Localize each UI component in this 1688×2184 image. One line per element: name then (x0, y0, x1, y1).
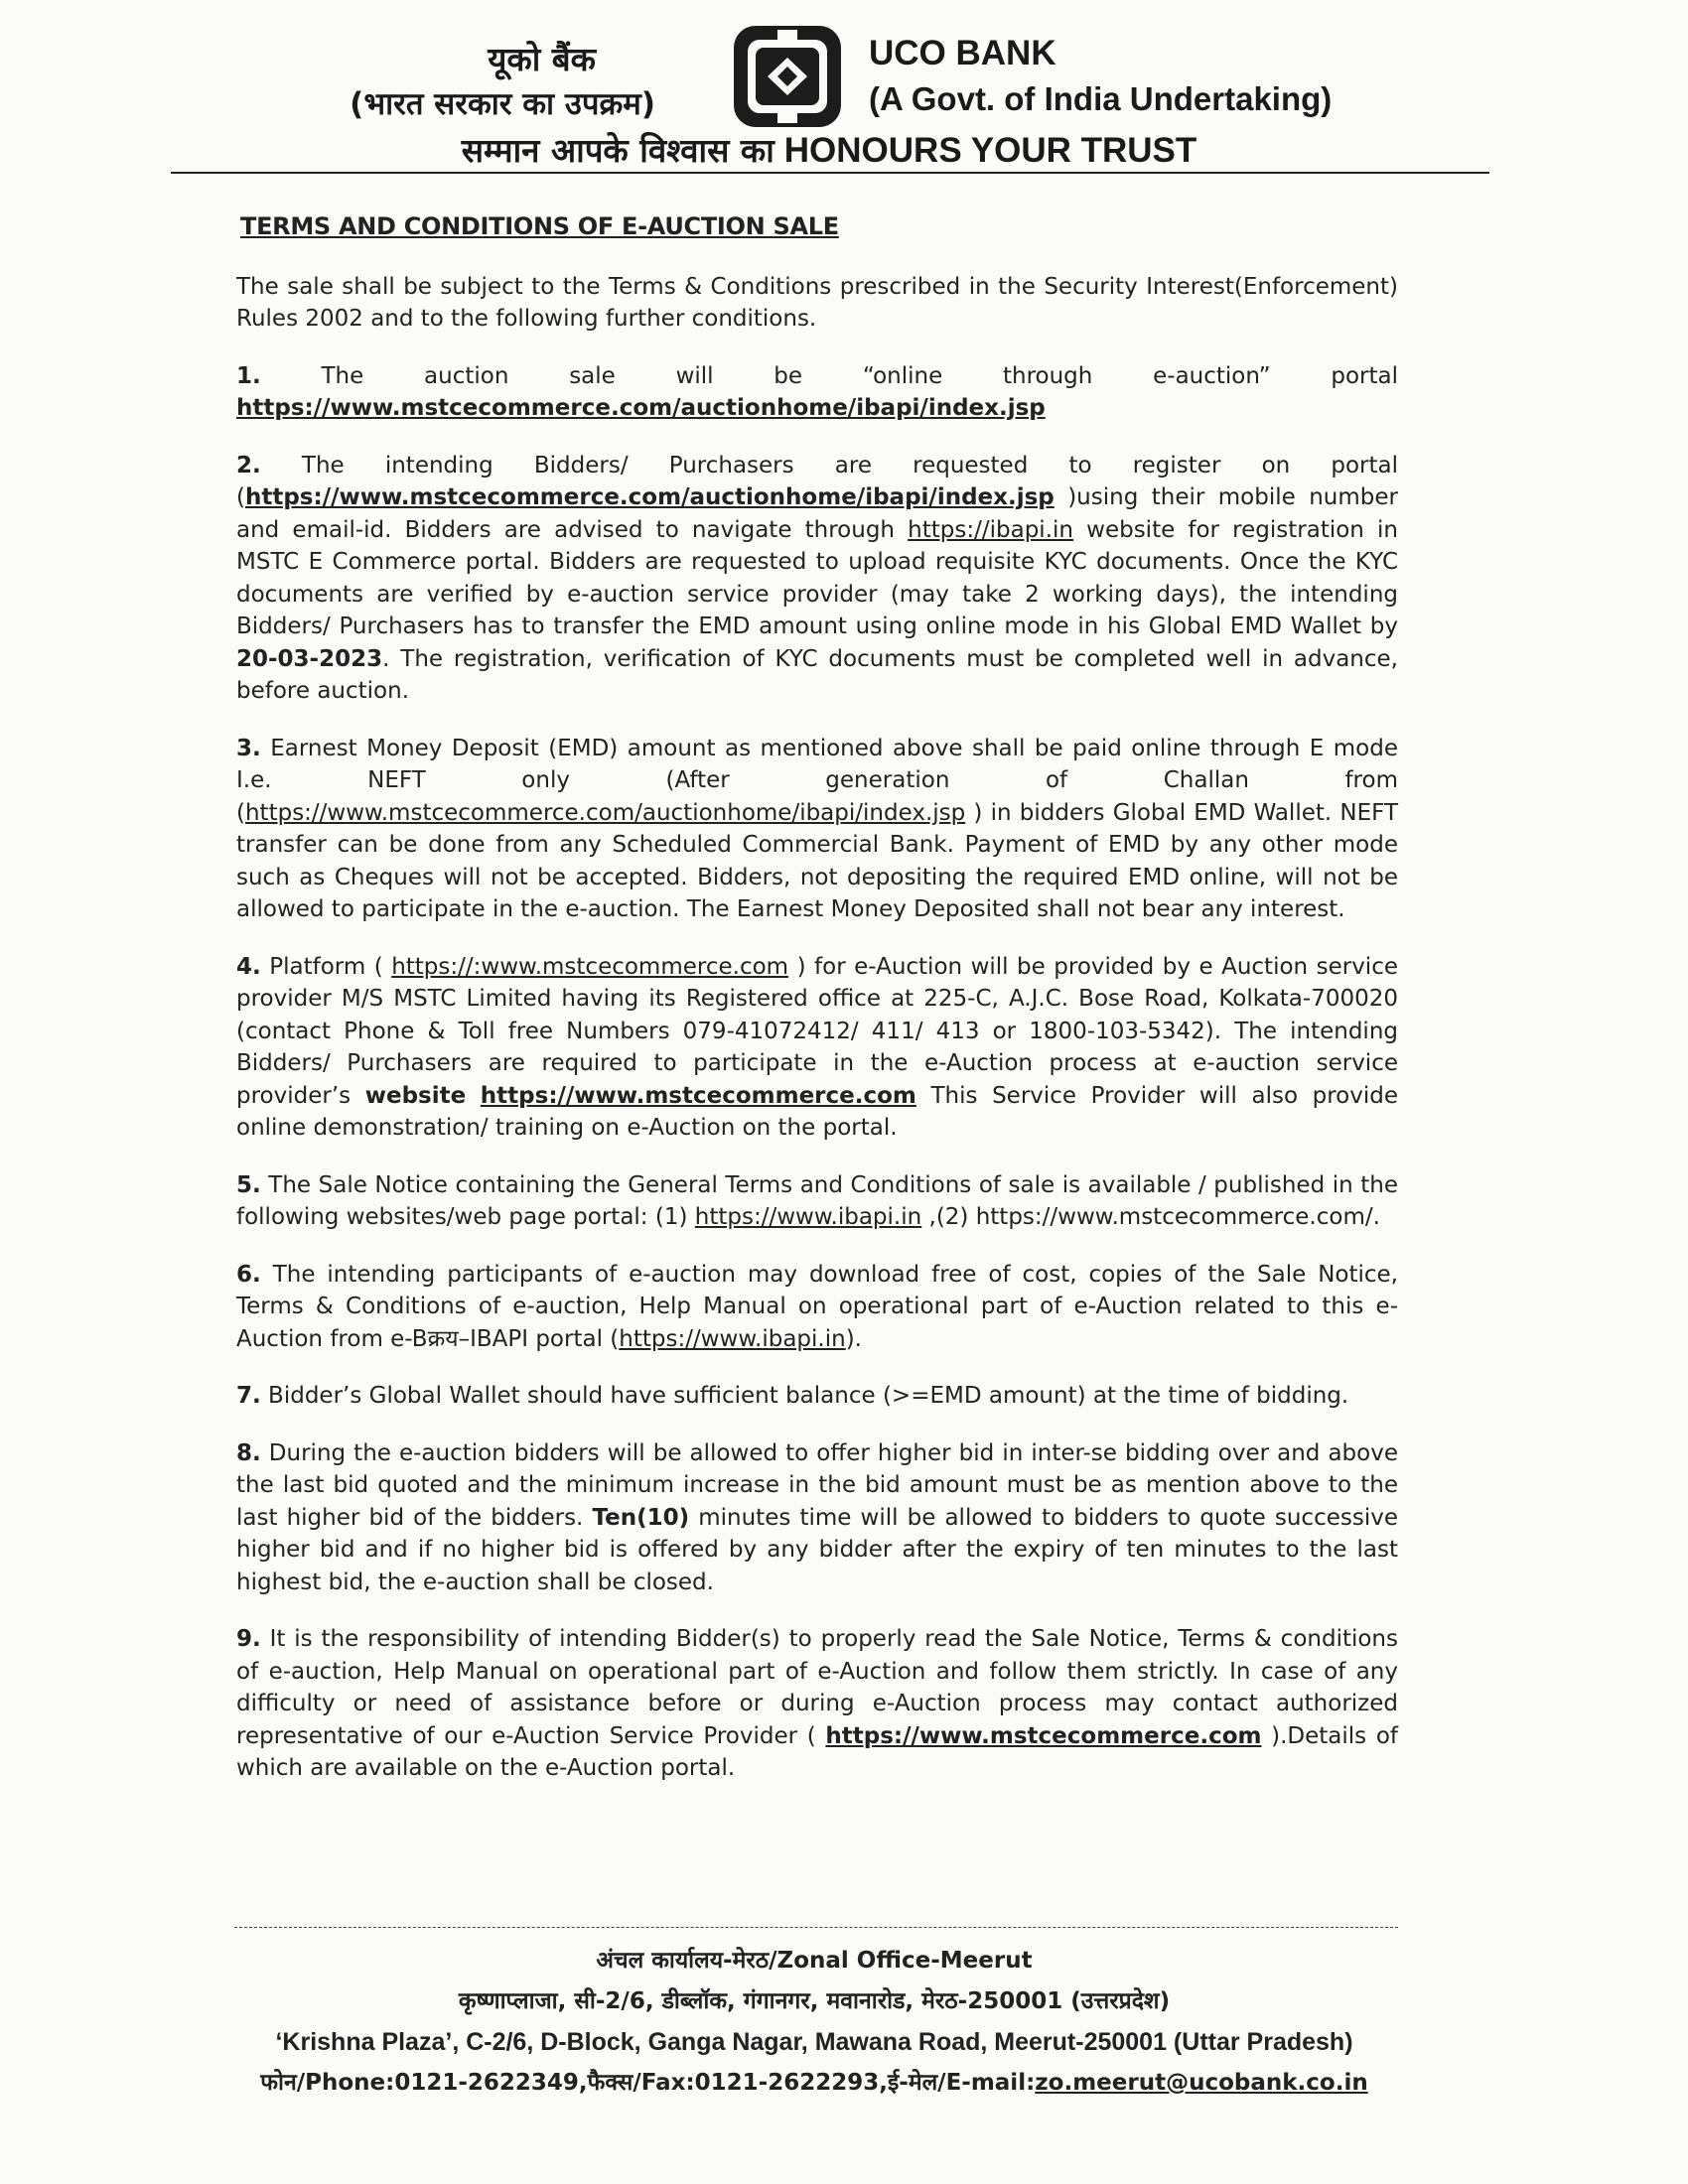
contact-line (199, 2063, 1430, 2104)
ibapi-link[interactable]: https://www.ibapi.in (619, 1325, 846, 1352)
intro-paragraph: The sale shall be subject to the Terms & Conditions prescribed in the Security Interest(Enforcement) Rules 2002 and to the following further conditions. (236, 273, 1398, 332)
clause-4 (236, 951, 1398, 1145)
clause-text: During the e-auction bidders will be allowed to offer higher bid in inter-se bidding over and above the last bid quoted and the minimum increase in the bid amount must be as mention above to the last higher bid of the bidders. (236, 1439, 1398, 1531)
clause-text: ) in bidders Global EMD Wallet. NEFT transfer can be done from any Scheduled Commercial Bank. Payment of EMD by any other mode such as Cheques will not be accepted. Bidders, not depositing the required EMD online, will not be allowed to participate in the e-auction. The Earnest Money Deposited shall not bear any interest. (236, 799, 1398, 922)
clause-1 (236, 360, 1398, 425)
mstc-auction-link[interactable]: https://www.mstcecommerce.com/auctionhome/ibapi/index.jsp (244, 484, 1055, 510)
clause-text: ). (845, 1325, 862, 1352)
email-link[interactable]: zo.meerut@ucobank.co.in (1035, 2070, 1368, 2096)
clause-6 (236, 1259, 1398, 1356)
tagline-hindi: सम्मान आपके विश्वास का (461, 131, 774, 170)
zonal-office-footer (199, 1941, 1430, 2104)
clause-8 (236, 1437, 1398, 1599)
clause-text: . The registration, verification of KYC documents must be completed well in advance, before auction. (236, 645, 1398, 704)
bank-name-english: UCO BANK (869, 34, 1056, 72)
clause-9 (236, 1623, 1398, 1785)
bid-time-limit: Ten(10) (592, 1504, 690, 1531)
uco-bank-logo-icon (730, 22, 845, 131)
phone-fax-text: फोन/Phone:0121-2622349,फैक्स/Fax:0121-2622293,ई-मेल/E-mail: (260, 2070, 1036, 2096)
ibapi-link[interactable]: https://ibapi.in (908, 516, 1073, 543)
mstc-auction-link[interactable]: https://www.mstcecommerce.com/auctionhome/ibapi/index.jsp (236, 395, 1046, 421)
clause-text: )using their mobile number and email-id. Bidders are advised to navigate through (236, 484, 1398, 543)
govt-undertaking-hindi: (भारत सरकार का उपक्रम) (350, 86, 655, 122)
clause-text: The Sale Notice containing the General Terms and Conditions of sale is available / published in the following websites/web page portal: (1) (236, 1171, 1398, 1230)
address-hindi: कृष्णाप्लाजा, सी-2/6, डीब्लॉक, गंगानगर, मवानारोड, मेरठ-250001 (उत्तरप्रदेश) (458, 1988, 1171, 2014)
emd-deadline-date: 20-03-2023 (236, 645, 383, 672)
clause-number: 6. (236, 1261, 261, 1288)
bank-name-hindi: यूको बैंक (488, 40, 596, 78)
mstc-website-link[interactable]: https://www.mstcecommerce.com (480, 1082, 916, 1109)
clause-number: 4. (236, 953, 261, 980)
clause-7 (236, 1380, 1398, 1413)
clause-2 (236, 450, 1398, 708)
bank-tagline (169, 129, 1489, 173)
clause-text: The auction sale will be “online through e-auction” portal (260, 362, 1398, 389)
clause-number: 8. (236, 1439, 261, 1466)
clause-text: minutes time will be allowed to bidders to quote successive higher bid and if no higher bid is offered by any bidder after the expiry of ten minutes to the last highest bid, the e-auction shall be closed. (236, 1504, 1398, 1595)
address-english: ‘Krishna Plaza’, C-2/6, D-Block, Ganga Nagar, Mawana Road, Meerut-250001 (Uttar Pradesh) (275, 2028, 1353, 2056)
clause-text: website for registration in MSTC E Commerce portal. Bidders are requested to upload requisite KYC documents. Once the KYC documents are verified by e-auction service provider (may take 2 working days), the intending Bidders/ Purchasers has to transfer the EMD amount using online mode in his Global EMD Wallet by (236, 516, 1399, 639)
clause-text: It is the responsibility of intending Bidder(s) to properly read the Sale Notice, Terms & conditions of e-auction, Help Manual on operational part of e-Auction and follow them strictly. In case of any difficulty or need of assistance before or during e-Auction process may contact authorized representative of our e-Auction Service Provider ( (236, 1626, 1398, 1749)
clause-3 (236, 733, 1398, 926)
clause-text: ).Details of which are available on the e-Auction portal. (236, 1722, 1398, 1781)
letterhead (169, 18, 1489, 170)
clause-text: The intending Bidders/ Purchasers are requested to register on portal ( (236, 452, 1398, 510)
clause-text: ) for e-Auction will be provided by e Auction service provider M/S MSTC Limited having its Registered office at 225-C, A.J.C. Bose Road, Kolkata-700020 (contact Phone & Toll free Numbers 079-41072412/ 411/ 413 or 1800-103-5342). The intending Bidders/ Purchasers are required to participate in the e-Auction process at e-auction service provider’s (236, 953, 1398, 1109)
clause-number: 7. (236, 1383, 261, 1409)
clause-number: 5. (236, 1171, 261, 1198)
mstc-platform-link[interactable]: https://:www.mstcecommerce.com (391, 953, 789, 980)
header-divider (171, 172, 1489, 174)
document-title: TERMS AND CONDITIONS OF E-AUCTION SALE (240, 212, 839, 240)
mstc-auction-link[interactable]: https://www.mstcecommerce.com/auctionhome/ibapi/index.jsp (244, 799, 966, 826)
clause-number: 1. (236, 362, 261, 389)
letterhead-english (869, 32, 1504, 123)
footer-divider (234, 1927, 1398, 1928)
terms-document (236, 210, 1398, 1810)
zonal-office-name: अंचल कार्यालय-मेरठ/Zonal Office-Meerut (596, 1948, 1033, 1974)
clause-text: The intending participants of e-auction may download free of cost, copies of the Sale Notice, Terms & Conditions of e-auction, Help Manual on operational part of e-Auction related to this e-Auction from e-Bक्रय–IBAPI portal ( (236, 1261, 1398, 1352)
clause-number: 2. (236, 452, 261, 478)
clause-text: This Service Provider will also provide online demonstration/ training on e-Auction on the portal. (236, 1082, 1399, 1141)
clause-text: Earnest Money Deposit (EMD) amount as mentioned above shall be paid online through E mode I.e. NEFT only (After generation of Challan from ( (236, 735, 1398, 826)
mstc-website-link[interactable]: https://www.mstcecommerce.com (825, 1722, 1262, 1749)
clause-text: Platform ( (260, 953, 392, 980)
govt-undertaking-english: (A Govt. of India Undertaking) (869, 80, 1333, 117)
clause-text: ,(2) https://www.mstcecommerce.com/. (921, 1204, 1380, 1230)
letterhead-hindi (169, 38, 715, 127)
website-label: website (364, 1082, 467, 1109)
clause-number: 9. (236, 1626, 261, 1652)
ibapi-link[interactable]: https://www.ibapi.in (694, 1204, 922, 1230)
tagline-english: HONOURS YOUR TRUST (783, 131, 1197, 170)
clause-number: 3. (236, 735, 261, 761)
clause-text: Bidder’s Global Wallet should have sufficient balance (>=EMD amount) at the time of bidding. (260, 1383, 1349, 1409)
clause-5 (236, 1169, 1398, 1234)
